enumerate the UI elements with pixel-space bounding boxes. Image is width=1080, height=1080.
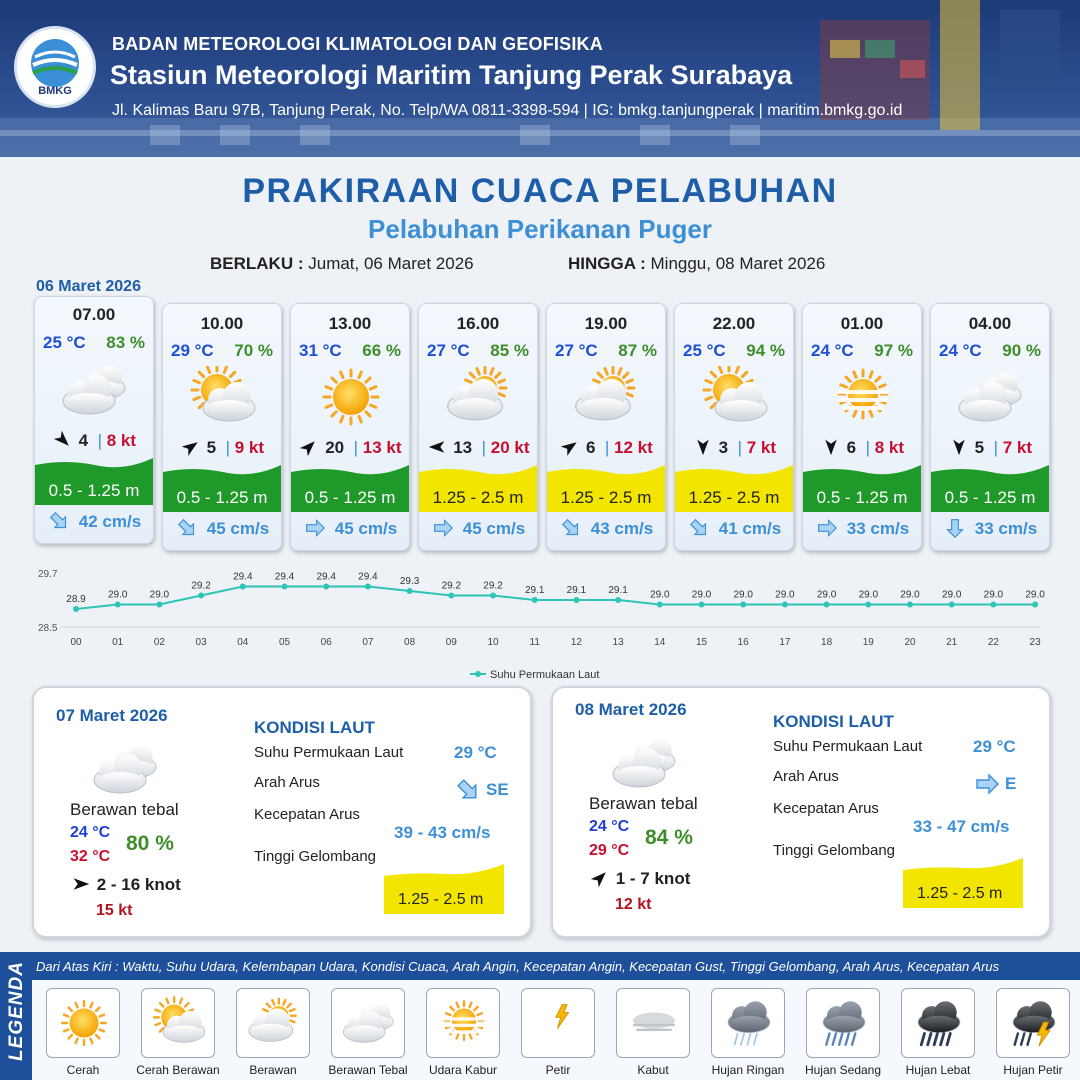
panel-humidity: 80 % bbox=[126, 832, 174, 855]
panel-temp-min: 24 °C bbox=[70, 824, 111, 841]
berawan-tebal-icon bbox=[90, 738, 162, 800]
weather-condition bbox=[827, 366, 899, 428]
air-temperature: 24 °C bbox=[939, 341, 982, 360]
wave-height-label: 1.25 - 2.5 m bbox=[688, 488, 780, 507]
sst-point bbox=[490, 593, 496, 599]
panel-gust: 15 kt bbox=[96, 902, 133, 919]
air-temperature: 27 °C bbox=[427, 341, 470, 360]
sst-data-label: 28.9 bbox=[66, 594, 86, 605]
forecast-card bbox=[290, 303, 410, 551]
current-direction-label: Arah Arus bbox=[254, 774, 320, 791]
hujan-petir-icon bbox=[1005, 995, 1063, 1051]
hujan-sedang-icon bbox=[815, 995, 873, 1051]
header-banner bbox=[0, 0, 1080, 157]
panel-humidity: 84 % bbox=[645, 826, 693, 849]
x-tick-label: 19 bbox=[862, 637, 874, 648]
sst-data-label: 29.0 bbox=[107, 589, 128, 601]
panel-wind bbox=[70, 875, 181, 895]
gust-speed: 7 kt bbox=[746, 438, 777, 457]
current-speed: 42 cm/s bbox=[78, 512, 142, 531]
panel-temp-min: 24 °C bbox=[589, 818, 630, 835]
sst-point bbox=[156, 602, 162, 608]
sst-point bbox=[657, 602, 663, 608]
sst-label: Suhu Permukaan Laut bbox=[773, 738, 923, 755]
current-direction-icon bbox=[815, 518, 839, 538]
sst-point bbox=[73, 606, 79, 612]
current-speed-label: Kecepatan Arus bbox=[773, 800, 879, 817]
current-speed: 45 cm/s bbox=[206, 519, 270, 538]
panel-weather-text: Berawan tebal bbox=[70, 800, 179, 819]
wind-info bbox=[547, 438, 665, 458]
weather-condition bbox=[571, 366, 643, 428]
forecast-card bbox=[674, 303, 794, 551]
wave-height-label: 0.5 - 1.25 m bbox=[944, 488, 1036, 507]
current-info bbox=[675, 518, 793, 539]
legend-tab bbox=[0, 952, 32, 1080]
wind-separator: | bbox=[732, 438, 747, 457]
sst-data-label: 29.0 bbox=[941, 589, 962, 601]
x-tick-label: 20 bbox=[904, 637, 916, 648]
humidity: 66 % bbox=[362, 341, 401, 360]
air-temperature: 27 °C bbox=[555, 341, 598, 360]
legend-item-label: Berawan Tebal bbox=[328, 1063, 408, 1077]
current-direction-icon bbox=[47, 511, 71, 531]
wind-speed: 13 bbox=[453, 438, 473, 457]
cerah-icon bbox=[55, 995, 113, 1051]
x-tick-label: 03 bbox=[195, 637, 207, 648]
legend-item-label: Berawan bbox=[249, 1063, 297, 1077]
sst-point bbox=[824, 602, 830, 608]
sst-data-label: 29.2 bbox=[483, 580, 503, 592]
wind-separator: | bbox=[600, 438, 615, 457]
legend-item bbox=[141, 988, 215, 1058]
agency-name: BADAN METEOROLOGI KLIMATOLOGI DAN GEOFISIKA bbox=[112, 34, 603, 54]
current-speed-value: 39 - 43 cm/s bbox=[394, 823, 491, 842]
wind-direction-icon bbox=[298, 438, 320, 456]
current-info bbox=[803, 518, 921, 539]
current-speed: 41 cm/s bbox=[718, 519, 782, 538]
sst-point bbox=[448, 593, 454, 599]
sst-data-label: 29.0 bbox=[733, 589, 753, 601]
bmkg-logo-icon bbox=[17, 33, 93, 89]
current-speed-value: 33 - 47 cm/s bbox=[913, 817, 1010, 836]
sst-point bbox=[115, 602, 121, 608]
sst-point bbox=[782, 602, 788, 608]
wind-speed: 20 bbox=[325, 438, 345, 457]
berawan-tebal-icon bbox=[955, 366, 1027, 428]
sst-data-label: 29.0 bbox=[775, 589, 795, 601]
humidity: 97 % bbox=[874, 341, 913, 360]
wind-speed: 4 bbox=[78, 431, 89, 450]
panel-current-arrow bbox=[454, 778, 482, 802]
sst-label: Suhu Permukaan Laut bbox=[254, 744, 404, 761]
legend-body bbox=[32, 952, 1080, 1080]
sst-point bbox=[865, 602, 871, 608]
sst-data-label: 29.3 bbox=[399, 576, 420, 587]
sst-data-label: 29.0 bbox=[816, 589, 837, 601]
forecast-time: 10.00 bbox=[200, 314, 244, 333]
wind-direction-icon bbox=[426, 438, 448, 456]
weather-condition bbox=[187, 366, 259, 428]
panel-weather-icon bbox=[609, 732, 681, 794]
panel-wind-speed: 2 - 16 knot bbox=[96, 875, 181, 894]
x-tick-label: 14 bbox=[654, 637, 666, 648]
wave-height-title: Tinggi Gelombang bbox=[254, 848, 377, 865]
panel-current-arrow bbox=[973, 772, 1001, 796]
berawan-icon bbox=[571, 366, 643, 428]
sst-series-line bbox=[76, 587, 1035, 610]
humidity: 87 % bbox=[618, 341, 657, 360]
forecast-date: 06 Maret 2026 bbox=[36, 278, 141, 295]
wind-direction-icon bbox=[52, 431, 74, 449]
x-tick-label: 02 bbox=[153, 637, 165, 648]
wind-direction-icon bbox=[70, 875, 92, 893]
wind-info bbox=[163, 438, 281, 458]
current-direction-icon bbox=[454, 778, 482, 802]
x-tick-label: 01 bbox=[112, 637, 124, 648]
sst-point bbox=[323, 584, 329, 590]
wind-separator: | bbox=[476, 438, 491, 457]
humidity: 70 % bbox=[234, 341, 273, 360]
current-speed: 43 cm/s bbox=[590, 519, 654, 538]
forecast-card bbox=[162, 303, 282, 551]
x-tick-label: 17 bbox=[779, 637, 791, 648]
wind-info bbox=[675, 438, 793, 458]
wind-separator: | bbox=[860, 438, 875, 457]
sst-point bbox=[365, 584, 371, 590]
validity-from-label: BERLAKU : bbox=[210, 254, 304, 273]
sst-point bbox=[407, 588, 413, 594]
legend-item bbox=[331, 988, 405, 1058]
sst-point bbox=[615, 597, 621, 603]
forecast-card bbox=[418, 303, 538, 551]
legend-item bbox=[236, 988, 310, 1058]
legend-item bbox=[521, 988, 595, 1058]
legend-item bbox=[616, 988, 690, 1058]
sst-data-label: 29.2 bbox=[191, 580, 211, 592]
bmkg-logo bbox=[14, 26, 96, 108]
validity-to-value: Minggu, 08 Maret 2026 bbox=[650, 254, 826, 273]
x-tick-label: 10 bbox=[487, 637, 499, 648]
panel-wave-value: 1.25 - 2.5 m bbox=[398, 891, 484, 908]
legend-item bbox=[996, 988, 1070, 1058]
air-temperature: 29 °C bbox=[171, 341, 214, 360]
sst-data-label: 29.4 bbox=[274, 571, 295, 583]
legend-item-label: Cerah bbox=[66, 1063, 100, 1077]
validity-to bbox=[568, 254, 825, 274]
validity-from-value: Jumat, 06 Maret 2026 bbox=[308, 254, 474, 273]
wind-info bbox=[291, 438, 409, 458]
wind-direction-icon bbox=[820, 438, 842, 456]
legend-item bbox=[711, 988, 785, 1058]
sst-data-label: 29.1 bbox=[608, 585, 628, 596]
sst-data-label: 29.4 bbox=[358, 571, 378, 583]
legend-item-label: Kabut bbox=[637, 1063, 669, 1077]
wind-separator: | bbox=[92, 431, 107, 450]
cerah-icon bbox=[315, 366, 387, 428]
sst-data-label: 29.0 bbox=[900, 589, 920, 601]
panel-temp-max: 32 °C bbox=[70, 848, 111, 865]
current-speed: 33 cm/s bbox=[846, 519, 910, 538]
sst-value: 29 °C bbox=[454, 743, 497, 762]
sst-data-label: 29.4 bbox=[316, 571, 336, 583]
forecast-card bbox=[546, 303, 666, 551]
current-direction-icon bbox=[973, 772, 1001, 796]
sst-point bbox=[1032, 602, 1038, 608]
humidity: 94 % bbox=[746, 341, 785, 360]
sst-point bbox=[740, 602, 746, 608]
wind-info bbox=[803, 438, 921, 458]
wind-direction-icon bbox=[589, 869, 611, 887]
hujan-lebat-icon bbox=[910, 995, 968, 1051]
current-speed: 45 cm/s bbox=[462, 519, 526, 538]
wind-separator: | bbox=[348, 438, 363, 457]
legend-title: LEGENDA bbox=[6, 961, 27, 1061]
x-tick-label: 05 bbox=[278, 637, 291, 648]
sst-data-label: 29.2 bbox=[441, 580, 462, 592]
legend-item-label: Hujan Petir bbox=[1003, 1063, 1063, 1077]
air-temperature: 24 °C bbox=[811, 341, 854, 360]
sst-data-label: 29.0 bbox=[1025, 589, 1045, 601]
wind-info bbox=[35, 431, 153, 451]
sst-chart bbox=[30, 560, 1050, 685]
forecast-time: 01.00 bbox=[840, 314, 884, 333]
legend-item bbox=[806, 988, 880, 1058]
berawan-icon bbox=[245, 995, 303, 1051]
kabut-icon bbox=[625, 995, 683, 1051]
sea-condition-title: KONDISI LAUT bbox=[773, 712, 894, 731]
legend-entry: Suhu Permukaan Laut bbox=[490, 669, 600, 681]
panel-wind-speed: 1 - 7 knot bbox=[615, 869, 691, 888]
sst-point bbox=[240, 584, 246, 590]
x-tick-label: 16 bbox=[737, 637, 749, 648]
current-direction-icon bbox=[687, 518, 711, 538]
current-info bbox=[547, 518, 665, 539]
sst-value: 29 °C bbox=[973, 737, 1016, 756]
current-info bbox=[163, 518, 281, 539]
legend-item bbox=[46, 988, 120, 1058]
legend-item-label: Hujan Sedang bbox=[804, 1063, 882, 1077]
weather-condition bbox=[955, 366, 1027, 428]
wind-speed: 6 bbox=[846, 438, 857, 457]
legend-item bbox=[426, 988, 500, 1058]
sst-point bbox=[990, 602, 996, 608]
gust-speed: 8 kt bbox=[874, 438, 905, 457]
weather-condition bbox=[443, 366, 515, 428]
sst-point bbox=[532, 597, 538, 603]
gust-speed: 9 kt bbox=[234, 438, 265, 457]
x-tick-label: 15 bbox=[695, 637, 708, 648]
wave-height-title: Tinggi Gelombang bbox=[773, 842, 896, 859]
petir-icon bbox=[530, 995, 588, 1051]
legend-swatch-point bbox=[475, 671, 481, 677]
legend-item-label: Hujan Lebat bbox=[905, 1063, 971, 1077]
forecast-card bbox=[930, 303, 1050, 551]
forecast-time: 19.00 bbox=[584, 314, 628, 333]
legend-item-label: Hujan Ringan bbox=[711, 1063, 785, 1077]
air-temperature: 31 °C bbox=[299, 341, 342, 360]
x-tick-label: 22 bbox=[987, 637, 999, 648]
validity-from bbox=[210, 254, 474, 274]
gust-speed: 12 kt bbox=[614, 438, 653, 457]
wind-direction-icon bbox=[948, 438, 970, 456]
sst-data-label: 29.0 bbox=[858, 589, 879, 601]
x-tick-label: 11 bbox=[529, 637, 540, 648]
forecast-time: 22.00 bbox=[712, 314, 756, 333]
sst-data-label: 29.1 bbox=[566, 585, 587, 596]
y-tick-label: 28.5 bbox=[38, 623, 58, 634]
humidity: 83 % bbox=[106, 333, 145, 352]
x-tick-label: 13 bbox=[612, 637, 624, 648]
wind-info bbox=[419, 438, 537, 458]
gust-speed: 13 kt bbox=[362, 438, 402, 457]
humidity: 90 % bbox=[1002, 341, 1041, 360]
legend-item-label: Petir bbox=[545, 1063, 571, 1077]
berawan-icon bbox=[443, 366, 515, 428]
legend-note: Dari Atas Kiri : Waktu, Suhu Udara, Kelembapan Udara, Kondisi Cuaca, Arah Angin, Kecepatan Angin, Kecepatan Gust, Tinggi Gelombang, Arah Arus, Kecepatan Arus bbox=[32, 952, 1080, 980]
cerah-berawan-icon bbox=[187, 366, 259, 428]
berawan-tebal-icon bbox=[340, 995, 398, 1051]
sst-point bbox=[573, 597, 579, 603]
forecast-time: 16.00 bbox=[456, 314, 500, 333]
wave-height-label: 0.5 - 1.25 m bbox=[304, 488, 396, 507]
wind-info bbox=[931, 438, 1049, 458]
x-tick-label: 23 bbox=[1029, 637, 1041, 648]
wave-height-label: 0.5 - 1.25 m bbox=[816, 488, 908, 507]
x-tick-label: 18 bbox=[821, 637, 833, 648]
current-direction-label: Arah Arus bbox=[773, 768, 839, 785]
current-info bbox=[35, 511, 153, 532]
x-tick-label: 04 bbox=[237, 637, 249, 648]
berawan-tebal-icon bbox=[59, 359, 131, 421]
x-tick-label: 12 bbox=[570, 637, 582, 648]
weather-condition bbox=[59, 359, 131, 421]
day-panel-1 bbox=[32, 686, 532, 938]
sst-point bbox=[907, 602, 913, 608]
validity-to-label: HINGGA : bbox=[568, 254, 646, 273]
hujan-ringan-icon bbox=[720, 995, 778, 1051]
legend-item-label: Cerah Berawan bbox=[136, 1063, 220, 1077]
cerah-berawan-icon bbox=[150, 995, 208, 1051]
gust-speed: 7 kt bbox=[1002, 438, 1033, 457]
sst-data-label: 29.0 bbox=[983, 589, 1004, 601]
current-direction-icon bbox=[943, 518, 967, 538]
station-name: Stasiun Meteorologi Maritim Tanjung Perak Surabaya bbox=[110, 60, 793, 90]
udara-kabur-icon bbox=[435, 995, 493, 1051]
x-tick-label: 08 bbox=[404, 637, 416, 648]
wind-speed: 3 bbox=[718, 438, 729, 457]
day-panel-2 bbox=[551, 686, 1051, 938]
wave-height-label: 1.25 - 2.5 m bbox=[432, 488, 524, 507]
sst-data-label: 29.1 bbox=[524, 585, 545, 596]
sst-point bbox=[282, 584, 288, 590]
panel-date: 08 Maret 2026 bbox=[575, 700, 687, 719]
air-temperature: 25 °C bbox=[683, 341, 726, 360]
wind-direction-icon bbox=[692, 438, 714, 456]
x-tick-label: 21 bbox=[946, 637, 958, 648]
panel-wave-value: 1.25 - 2.5 m bbox=[917, 885, 1003, 902]
sst-data-label: 29.0 bbox=[691, 589, 712, 601]
x-tick-label: 00 bbox=[70, 637, 82, 648]
legend-item-label: Udara Kabur bbox=[428, 1063, 498, 1077]
cerah-berawan-icon bbox=[699, 366, 771, 428]
x-tick-label: 06 bbox=[320, 637, 332, 648]
wind-speed: 5 bbox=[974, 438, 985, 457]
current-direction-value: E bbox=[1005, 774, 1017, 793]
page-subtitle: Pelabuhan Perikanan Puger bbox=[368, 214, 712, 244]
page-title: PRAKIRAAN CUACA PELABUHAN bbox=[242, 172, 838, 210]
weather-condition bbox=[699, 366, 771, 428]
current-direction-icon bbox=[431, 518, 455, 538]
y-tick-label: 29.7 bbox=[38, 569, 58, 580]
sst-data-label: 29.0 bbox=[149, 589, 170, 601]
panel-date: 07 Maret 2026 bbox=[56, 706, 168, 725]
forecast-card bbox=[34, 296, 154, 544]
panel-wind bbox=[589, 869, 690, 889]
current-direction-icon bbox=[175, 518, 199, 538]
wave-height-label: 0.5 - 1.25 m bbox=[176, 488, 268, 507]
current-direction-icon bbox=[303, 518, 327, 538]
forecast-time: 13.00 bbox=[328, 314, 372, 333]
wave-height-label: 0.5 - 1.25 m bbox=[48, 481, 140, 500]
logo-text: BMKG bbox=[38, 85, 72, 97]
current-info bbox=[419, 518, 537, 539]
current-info bbox=[291, 518, 409, 539]
panel-weather-icon bbox=[90, 738, 162, 800]
sst-data-label: 29.4 bbox=[233, 571, 253, 583]
sea-condition-title: KONDISI LAUT bbox=[254, 718, 375, 737]
wind-direction-icon bbox=[180, 438, 202, 456]
wave-height-label: 1.25 - 2.5 m bbox=[560, 488, 652, 507]
x-tick-label: 07 bbox=[362, 637, 374, 648]
wind-speed: 5 bbox=[206, 438, 217, 457]
wind-direction-icon bbox=[559, 438, 581, 456]
forecast-card bbox=[802, 303, 922, 551]
weather-condition bbox=[315, 366, 387, 428]
sst-data-label: 29.0 bbox=[650, 589, 670, 601]
sst-point bbox=[198, 593, 204, 599]
gust-speed: 20 kt bbox=[490, 438, 530, 457]
wind-separator: | bbox=[220, 438, 235, 457]
current-speed: 33 cm/s bbox=[974, 519, 1038, 538]
wind-speed: 6 bbox=[585, 438, 596, 457]
forecast-time: 04.00 bbox=[968, 314, 1012, 333]
berawan-tebal-icon bbox=[609, 732, 681, 794]
current-info bbox=[931, 518, 1049, 539]
panel-temp-max: 29 °C bbox=[589, 842, 630, 859]
wind-separator: | bbox=[988, 438, 1003, 457]
current-speed: 45 cm/s bbox=[334, 519, 398, 538]
panel-gust: 12 kt bbox=[615, 896, 652, 913]
current-direction-icon bbox=[559, 518, 583, 538]
contact-info: Jl. Kalimas Baru 97B, Tanjung Perak, No. Telp/WA 0811-3398-594 | IG: bmkg.tanjungperak | maritim.bmkg.go.id bbox=[112, 102, 903, 119]
gust-speed: 8 kt bbox=[106, 431, 137, 450]
sst-point bbox=[699, 602, 705, 608]
udara-kabur-icon bbox=[827, 366, 899, 428]
panel-weather-text: Berawan tebal bbox=[589, 794, 698, 813]
x-tick-label: 09 bbox=[445, 637, 457, 648]
legend bbox=[0, 952, 1080, 1080]
legend-item bbox=[901, 988, 975, 1058]
current-direction-value: SE bbox=[486, 780, 509, 799]
humidity: 85 % bbox=[490, 341, 529, 360]
sst-point bbox=[949, 602, 955, 608]
current-speed-label: Kecepatan Arus bbox=[254, 806, 360, 823]
forecast-time: 07.00 bbox=[72, 305, 116, 324]
air-temperature: 25 °C bbox=[43, 333, 86, 352]
